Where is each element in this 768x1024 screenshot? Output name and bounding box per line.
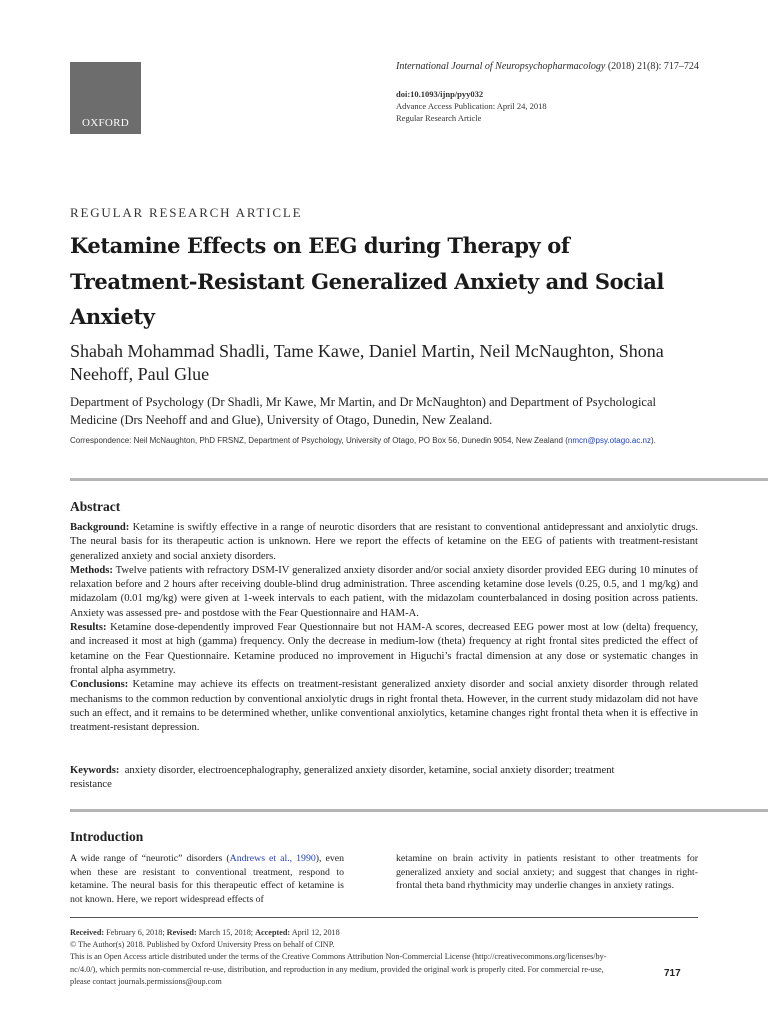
correspondence-text: Correspondence: Neil McNaughton, PhD FRSNZ, Department of Psychology, University of Otago, PO Box 56, Dunedin 9054, New Zealand (: [70, 436, 568, 445]
revised-date: March 15, 2018;: [198, 928, 254, 937]
article-title: Ketamine Effects on EEG during Therapy of Treatment-Resistant Generalized Anxiety and Social Anxiety: [70, 233, 664, 329]
received-date: February 6, 2018;: [106, 928, 165, 937]
advance-access: Advance Access Publication: April 24, 2018: [396, 101, 547, 111]
keywords-label: Keywords:: [70, 765, 120, 776]
abstract-conclusions: [70, 678, 698, 735]
abstract-background: [70, 521, 698, 564]
introduction-heading: Introduction: [70, 829, 144, 844]
received-label: Received:: [70, 928, 105, 937]
introduction-column-2: ketamine on brain activity in patients resistant to other treatments for generalized anxiety and social anxiety; and suggest that changes in right-frontal theta band rhythmicity may underlie changes in anxiety ratings.: [396, 853, 698, 892]
abstract-methods: [70, 564, 698, 621]
background-label: Background:: [70, 522, 130, 533]
methods-label: Methods:: [70, 564, 113, 576]
background-text: Ketamine is swiftly effective in a range of neurotic disorders that are resistant to conventional antidepressant and anxiolytic drugs. The neural basis for its therapeutic action is unknown. Here we report the effects of ketamine on the EEG of patients with treatment-resistant generalized anxiety and social anxiety disorders.: [70, 522, 698, 562]
accepted-label: Accepted:: [255, 928, 291, 937]
journal-name: International Journal of Neuropsychopharmacology: [396, 61, 606, 72]
affiliation: Department of Psychology (Dr Shadli, Mr Kawe, Mr Martin, and Dr McNaughton) and Department of Psychological Medicine (Drs Neehoff and and Glue), University of Otago, Dunedin, New Zealand.: [70, 395, 656, 427]
journal-citation-line: [396, 60, 756, 74]
accepted-date: April 12, 2018: [291, 928, 340, 937]
correspondence-end: ).: [651, 436, 656, 445]
methods-text: Twelve patients with refractory DSM-IV generalized anxiety disorder and/or social anxiety disorder provided EEG during 10 minutes of relaxation before and 2 hours after receiving double-blind drug administration. Three ascending ketamine dose levels (0.25, 0.5, and 1 mg/kg) and midazolam (0.01 mg/kg) were given at 1-week intervals to each patient, with the midazolam counterbalanced in dosing position across patients. Anxiety was assessed pre- and postdose with the Fear Questionnaire and HAM-A.: [70, 564, 698, 619]
authors: Shabah Mohammad Shadli, Tame Kawe, Daniel Martin, Neil McNaughton, Shona Neehoff, Paul Glue: [70, 341, 664, 384]
license-text: This is an Open Access article distributed under the terms of the Creative Commons Attribution Non-Commercial License (http://creativecommons.org/licenses/by-nc/4.0/), which permits non-commercial re-use, distribution, and reproduction in any medium, provided the original work is properly cited. For commercial re-use, please contact journals.permissions@oup.com: [70, 952, 607, 986]
abstract-body: [70, 521, 698, 735]
dates-line: [70, 927, 615, 939]
keywords-text: anxiety disorder, electroencephalography, generalized anxiety disorder, ketamine, social anxiety disorder; treatment resistance: [70, 765, 615, 791]
correspondence: [70, 434, 690, 447]
introduction-column-1: [70, 852, 344, 906]
section-divider-2: [70, 809, 768, 812]
citation-link[interactable]: Andrews et al., 1990: [229, 853, 316, 864]
section-divider: [70, 478, 768, 481]
correspondence-email-link[interactable]: nmcn@psy.otago.ac.nz: [567, 436, 651, 445]
section-label: REGULAR RESEARCH ARTICLE: [70, 205, 303, 220]
journal-citation: (2018) 21(8): 717–724: [607, 61, 699, 72]
revised-label: Revised:: [166, 928, 197, 937]
journal-meta: [396, 60, 756, 124]
oxford-logo: [70, 62, 141, 134]
abstract-results: [70, 621, 698, 678]
footer-rule: [70, 917, 698, 918]
results-text: Ketamine dose-dependently improved Fear Questionnaire but not HAM-A scores, decreased EEG power most at low (delta) frequency, and increased it most at high (gamma) frequency. Only the decrease in medium-low (theta) frequency at right frontal sites predicted the effect of ketamine on the Fear Questionnaire. Ketamine produced no improvement in Higuchi’s fractal dimension at any dose or systematic changes in frontal alpha asymmetry.: [70, 622, 699, 676]
intro-text-rest: ), even when these are resistant to conventional treatment, respond to ketamine. The neural basis for this therapeutic effect of ketamine is not known. Here, we report widespread effects of: [70, 853, 345, 905]
results-label: Results:: [70, 622, 107, 634]
logo-text: OXFORD: [81, 117, 130, 129]
abstract-heading: Abstract: [70, 499, 121, 514]
footer: [70, 927, 615, 988]
conclusions-label: Conclusions:: [70, 679, 129, 691]
keywords: [70, 764, 630, 793]
copyright: © The Author(s) 2018. Published by Oxford University Press on behalf of CINP.: [70, 940, 335, 950]
doi: doi:10.1093/ijnp/pyy032: [396, 89, 484, 99]
intro-text-start: A wide range of “neurotic” disorders (: [70, 853, 230, 864]
conclusions-text: Ketamine may achieve its effects on treatment-resistant generalized anxiety disorder and social anxiety disorder through related mechanisms to the common reduction by conventional anxiolytic drugs in right frontal theta. However, in the current study midazolam did not have such an effect, and it remains to be determined whether, unlike conventional anxiolytics, ketamine changes right frontal theta when it is effective in treatment-resistant depression.: [70, 679, 698, 734]
article-type: Regular Research Article: [396, 113, 482, 123]
page-number: 717: [664, 968, 681, 979]
